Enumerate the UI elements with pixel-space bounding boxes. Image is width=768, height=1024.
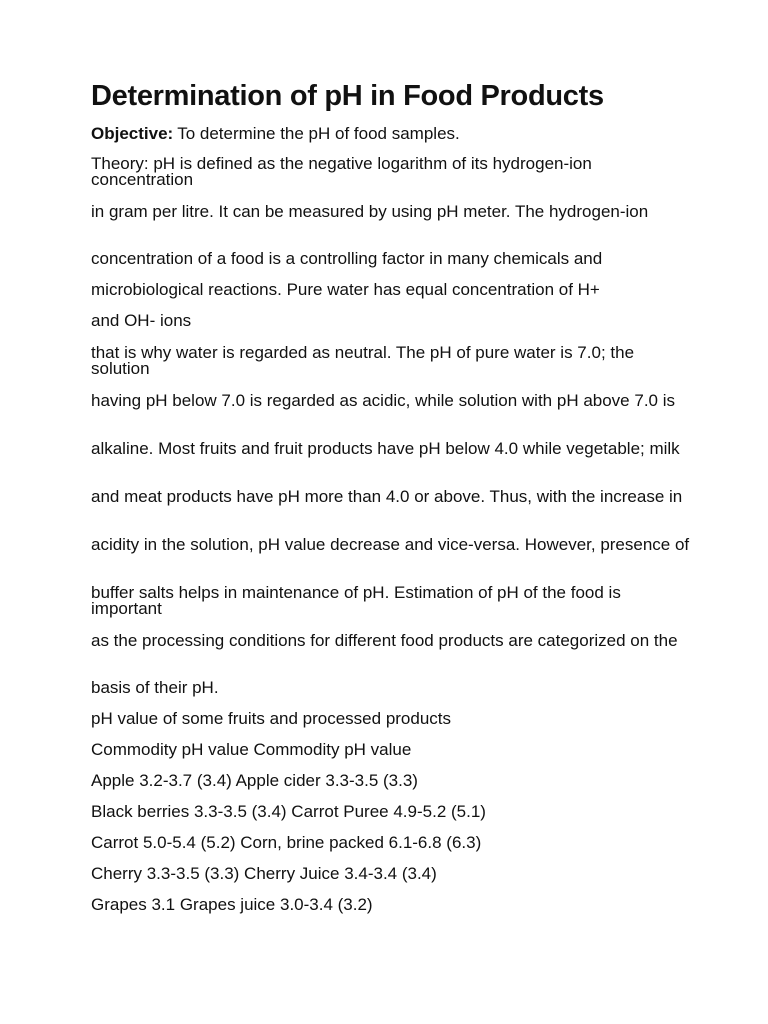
page-title: Determination of pH in Food Products — [91, 80, 604, 112]
text-line: in gram per litre. It can be measured by using pH meter. The hydrogen-ion — [91, 202, 649, 221]
table-row-line: Grapes 3.1 Grapes juice 3.0-3.4 (3.2) — [91, 895, 373, 914]
objective-label: Objective: — [91, 124, 174, 143]
table-header-line: Commodity pH value Commodity pH value — [91, 740, 412, 759]
text-line: having pH below 7.0 is regarded as acidic, while solution with pH above 7.0 is — [91, 391, 675, 410]
text-line: alkaline. Most fruits and fruit products have pH below 4.0 while vegetable; milk — [91, 439, 680, 458]
text-line: concentration of a food is a controlling factor in many chemicals and — [91, 249, 603, 268]
table-row-line: Apple 3.2-3.7 (3.4) Apple cider 3.3-3.5 (3.3) — [91, 771, 418, 790]
text-line: basis of their pH. — [91, 678, 219, 697]
body-text — [91, 150, 691, 923]
text-line: and OH- ions — [91, 311, 192, 330]
table-caption: pH value of some fruits and processed products — [91, 709, 452, 728]
table-row-line: Black berries 3.3-3.5 (3.4) Carrot Puree 4.9-5.2 (5.1) — [91, 802, 486, 821]
text-line: that is why water is regarded as neutral. The pH of pure water is 7.0; the solution — [91, 343, 635, 378]
table-row-line: Carrot 5.0-5.4 (5.2) Corn, brine packed 6.1-6.8 (6.3) — [91, 833, 482, 852]
document-page — [91, 78, 691, 923]
text-line: as the processing conditions for different food products are categorized on the — [91, 631, 678, 650]
text-line: microbiological reactions. Pure water has equal concentration of H+ — [91, 280, 600, 299]
objective-text: To determine the pH of food samples. — [177, 124, 460, 143]
table-row-line: Cherry 3.3-3.5 (3.3) Cherry Juice 3.4-3.4 (3.4) — [91, 864, 437, 883]
objective-line — [91, 120, 691, 150]
text-line: Theory: pH is defined as the negative logarithm of its hydrogen-ion concentration — [91, 154, 592, 189]
text-line: and meat products have pH more than 4.0 or above. Thus, with the increase in — [91, 487, 683, 506]
text-line: acidity in the solution, pH value decrease and vice-versa. However, presence of — [91, 535, 690, 554]
text-line: buffer salts helps in maintenance of pH. Estimation of pH of the food is important — [91, 583, 621, 618]
